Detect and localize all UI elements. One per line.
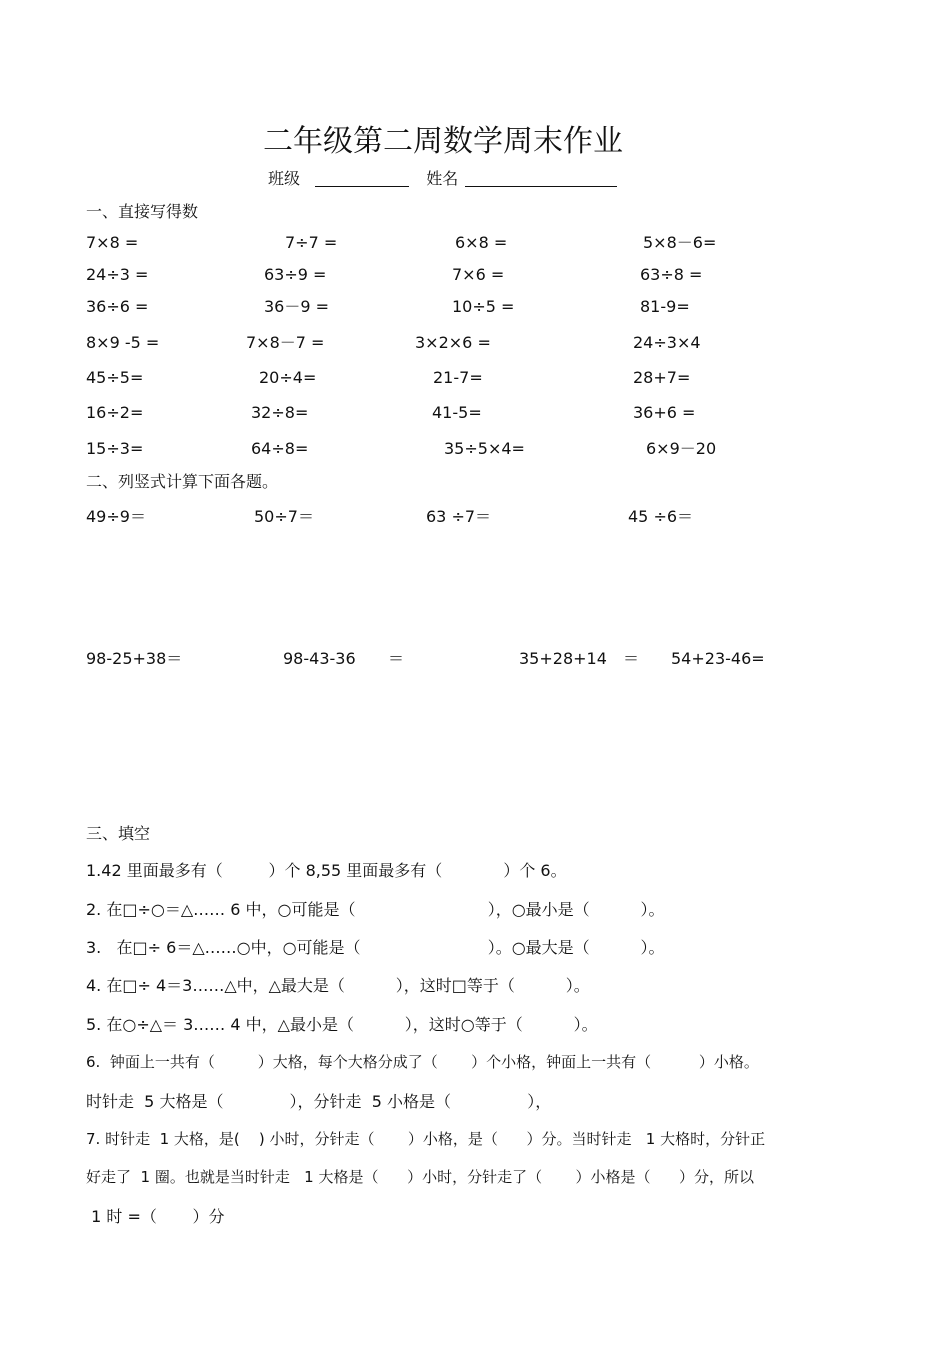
student-info-line [268, 170, 617, 187]
problem: 7×8－7 = [246, 333, 325, 352]
fill-blank-question: 好走了 1 圈。也就是当时针走 1 大格是（ ）小时，分针走了（ ）小格是（ ）分，所以 [86, 1168, 755, 1186]
class-label: 班级 [268, 169, 301, 188]
problem: 64÷8= [251, 439, 309, 458]
vertical-calc-problem: 45 ÷6＝ [628, 507, 694, 526]
fill-blank-question: 3. 在□÷ 6＝△……○中，○可能是（ ）。○最大是（ ）。 [86, 938, 665, 957]
problem: 36－9 = [264, 297, 330, 316]
page-title: 二年级第二周数学周末作业 [263, 124, 623, 159]
problem: 63÷8 = [640, 265, 703, 284]
vertical-calc-problem: 63 ÷7＝ [426, 507, 492, 526]
problem: 5×8－6= [643, 233, 717, 252]
fill-blank-question: 1.42 里面最多有（ ）个 8,55 里面最多有（ ）个 6。 [86, 861, 567, 880]
problem: 8×9 -5 = [86, 333, 160, 352]
problem: 24÷3 = [86, 265, 149, 284]
problem: 7×8 = [86, 233, 139, 252]
class-blank[interactable] [315, 170, 409, 187]
problem: 24÷3×4 [633, 333, 701, 352]
problem: 6×9－20 [646, 439, 717, 458]
problem: 20÷4= [259, 368, 317, 387]
problem: 45÷5= [86, 368, 144, 387]
problem: 36÷6 = [86, 297, 149, 316]
vertical-calc-problem: 50÷7＝ [254, 507, 314, 526]
vertical-calc-problem: 54+23-46= [671, 649, 765, 668]
vertical-calc-problem: 49÷9＝ [86, 507, 146, 526]
problem: 16÷2= [86, 403, 144, 422]
problem: 28+7= [633, 368, 691, 387]
problem: 32÷8= [251, 403, 309, 422]
section2-heading: 二、列竖式计算下面各题。 [86, 472, 279, 491]
fill-blank-question: 5. 在○÷△＝ 3…… 4 中，△最小是（ ），这时○等于（ ）。 [86, 1015, 598, 1034]
fill-blank-question: 6. 钟面上一共有（ ）大格，每个大格分成了（ ）个小格，钟面上一共有（ ）小格。 [86, 1053, 759, 1071]
problem: 81-9= [640, 297, 690, 316]
problem: 63÷9 = [264, 265, 327, 284]
equals-sign: ＝ [388, 649, 405, 668]
fill-blank-question: 7. 时针走 1 大格，是( ) 小时，分针走（ ）小格，是（ ）分。当时针走 1 大格时，分针正 [86, 1130, 766, 1148]
fill-blank-question: 时针走 5 大格是（ ），分针走 5 小格是（ ）， [86, 1092, 552, 1111]
fill-blank-question: 1 时 =（ ）分 [86, 1207, 225, 1226]
problem: 7×6 = [452, 265, 505, 284]
name-label: 姓名 [426, 169, 459, 188]
problem: 36+6 = [633, 403, 696, 422]
name-blank[interactable] [465, 170, 617, 187]
problem: 6×8 = [455, 233, 508, 252]
problem: 10÷5 = [452, 297, 515, 316]
vertical-calc-problem: 35+28+14 [519, 649, 607, 668]
vertical-calc-problem: 98-43-36 [283, 649, 356, 668]
section1-heading: 一、直接写得数 [86, 202, 199, 221]
fill-blank-question: 2. 在□÷○＝△…… 6 中，○可能是（ ），○最小是（ ）。 [86, 900, 665, 919]
equals-sign: ＝ [623, 649, 640, 668]
fill-blank-question: 4. 在□÷ 4＝3……△中，△最大是（ ），这时□等于（ ）。 [86, 976, 590, 995]
problem: 15÷3= [86, 439, 144, 458]
problem: 41-5= [432, 403, 482, 422]
problem: 3×2×6 = [415, 333, 491, 352]
problem: 35÷5×4= [444, 439, 525, 458]
section3-heading: 三、填空 [86, 824, 151, 843]
problem: 7÷7 = [285, 233, 338, 252]
vertical-calc-problem: 98-25+38＝ [86, 649, 183, 668]
problem: 21-7= [433, 368, 483, 387]
